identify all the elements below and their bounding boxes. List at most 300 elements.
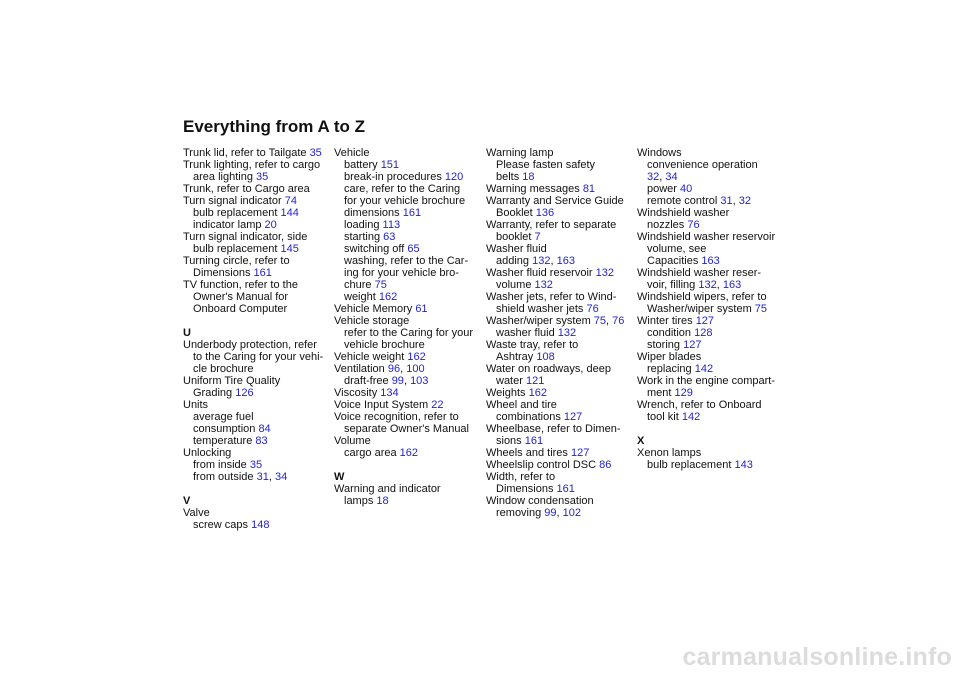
- page-link[interactable]: 75: [593, 315, 607, 327]
- index-subentry: [183, 207, 333, 219]
- index-subentry: [183, 171, 333, 183]
- index-entry: Washer/wiper system 75, 76: [486, 315, 625, 327]
- entry-text: Capacities: [647, 255, 702, 267]
- index-subentry: [183, 267, 333, 279]
- entry-text: Warranty, refer to separate: [486, 219, 617, 231]
- entry-text: Turning circle, refer to: [183, 255, 290, 267]
- index-entry: [183, 339, 333, 351]
- entry-text: Wheelbase, refer to Dimen-: [486, 423, 621, 435]
- entry-text: storing: [647, 339, 684, 351]
- page-link[interactable]: 151: [380, 159, 400, 171]
- index-subentry: [183, 351, 333, 363]
- entry-text: Windows: [637, 147, 682, 159]
- index-subentry: [486, 375, 636, 387]
- index-entry: [486, 471, 636, 483]
- letter-heading: U: [183, 327, 191, 339]
- index-subentry: [334, 219, 484, 231]
- index-subentry: [637, 327, 787, 339]
- entry-text: Dimensions: [496, 483, 557, 495]
- entry-text: for your vehicle brochure: [344, 195, 466, 207]
- index-subentry: [183, 243, 333, 255]
- index-subentry: [334, 231, 484, 243]
- index-subentry: [183, 411, 333, 423]
- page-link[interactable]: 145: [280, 243, 299, 255]
- index-entry: [334, 483, 484, 495]
- page-link[interactable]: 144: [280, 207, 299, 219]
- page-link[interactable]: 83: [255, 435, 268, 447]
- index-subentry: [334, 207, 484, 219]
- index-subentry: [486, 159, 636, 171]
- entry-text: Uniform Tire Quality: [183, 375, 281, 387]
- page-link[interactable]: 7: [534, 231, 541, 243]
- index-entry: [486, 195, 636, 207]
- index-subentry: [486, 279, 636, 291]
- entry-text: area lighting: [193, 171, 256, 183]
- index-subentry: [183, 219, 333, 231]
- page-link[interactable]: 162: [528, 387, 547, 399]
- page-link[interactable]: 100: [406, 363, 425, 375]
- index-entry: [334, 435, 484, 447]
- index-subentry: 32, 34: [647, 171, 678, 183]
- page-link[interactable]: 108: [536, 351, 555, 363]
- index-subentry: [637, 243, 787, 255]
- entry-text: draft-free: [344, 375, 392, 387]
- index-subentry: [486, 207, 636, 219]
- entry-text: Washer jets, refer to Wind-: [486, 291, 617, 303]
- page-link[interactable]: 75: [374, 279, 387, 291]
- entry-text: refer to the Caring for your: [344, 327, 474, 339]
- index-subentry: [183, 519, 333, 531]
- entry-text: Vehicle: [334, 147, 370, 159]
- entry-text: TV function, refer to the: [183, 279, 298, 291]
- entry-text: Trunk lid, refer to Tailgate: [183, 147, 310, 159]
- entry-text: remote control: [647, 195, 721, 207]
- entry-text: Washer/wiper system: [486, 315, 594, 327]
- index-entry: [486, 447, 636, 459]
- entry-text: replacing: [647, 363, 695, 375]
- page-link[interactable]: 31: [720, 195, 733, 207]
- page-link[interactable]: 76: [687, 219, 700, 231]
- index-entry: [334, 303, 484, 315]
- entry-text: Xenon lamps: [637, 447, 702, 459]
- index-entry: [183, 279, 333, 291]
- page-link[interactable]: 127: [683, 339, 702, 351]
- entry-text: Wheel and tire: [486, 399, 557, 411]
- index-subentry: [334, 339, 484, 351]
- index-subentry: [183, 303, 333, 315]
- entry-text: vehicle brochure: [344, 339, 425, 351]
- page-link[interactable]: 34: [274, 471, 288, 483]
- page-link[interactable]: 142: [694, 363, 714, 375]
- index-entry: [334, 351, 484, 363]
- entry-text: Booklet: [496, 207, 536, 219]
- page-link[interactable]: 161: [253, 267, 272, 279]
- index-entry: [486, 399, 636, 411]
- index-subentry: [637, 183, 787, 195]
- page-link[interactable]: 81: [582, 183, 596, 195]
- index-subentry: [334, 183, 484, 195]
- entry-text: temperature: [193, 435, 256, 447]
- index-subentry: [183, 363, 333, 375]
- index-subentry: adding 132, 163: [496, 255, 575, 267]
- index-entry: [183, 375, 333, 387]
- index-subentry: [637, 339, 787, 351]
- index-entry: [637, 375, 787, 387]
- entry-text: water: [496, 375, 526, 387]
- entry-text: voir, filling: [647, 279, 699, 291]
- index-entry: [183, 183, 333, 195]
- index-entry: [183, 255, 333, 267]
- page-link[interactable]: 132: [698, 279, 717, 291]
- index-subentry: [637, 363, 787, 375]
- entry-text: Grading: [193, 387, 236, 399]
- entry-text: convenience operation: [647, 159, 758, 171]
- index-entry: [486, 387, 636, 399]
- page-link[interactable]: 76: [586, 303, 599, 315]
- index-subentry: [637, 159, 787, 171]
- entry-text: Voice Input System: [334, 399, 432, 411]
- page-link[interactable]: 132: [532, 255, 551, 267]
- entry-text: indicator lamp: [193, 219, 265, 231]
- index-subentry: [486, 411, 636, 423]
- index-subentry: [637, 411, 787, 423]
- entry-text: Turn signal indicator: [183, 195, 285, 207]
- page-link[interactable]: 162: [378, 291, 398, 303]
- entry-text: Vehicle weight: [334, 351, 408, 363]
- entry-text: Wheelslip control DSC: [486, 459, 600, 471]
- entry-text: average fuel: [193, 411, 254, 423]
- entry-text: Weights: [486, 387, 529, 399]
- page-link[interactable]: 163: [701, 255, 720, 267]
- entry-text: battery: [344, 159, 381, 171]
- index-subentry: [334, 267, 484, 279]
- entry-text: Work in the engine compart-: [637, 375, 775, 387]
- index-subentry: [486, 171, 636, 183]
- index-column-1: [183, 147, 333, 531]
- index-entry: [637, 291, 787, 303]
- page-link[interactable]: 18: [376, 495, 389, 507]
- page-link[interactable]: 35: [256, 171, 269, 183]
- entry-text: Underbody protection, refer: [183, 339, 317, 351]
- entry-text: combinations: [496, 411, 564, 423]
- index-subentry: [334, 171, 484, 183]
- index-subentry: [637, 303, 787, 315]
- page-link[interactable]: 162: [407, 351, 426, 363]
- entry-text: ing for your vehicle bro-: [344, 267, 459, 279]
- page-link[interactable]: 134: [380, 387, 399, 399]
- entry-text: Trunk, refer to Cargo area: [183, 183, 310, 195]
- entry-text: Wiper blades: [637, 351, 702, 363]
- entry-text: Turn signal indicator, side: [183, 231, 308, 243]
- index-subentry: [486, 327, 636, 339]
- index-entry: [183, 147, 333, 159]
- page-link[interactable]: 63: [383, 231, 396, 243]
- index-entry: [637, 147, 787, 159]
- index-subentry: [637, 255, 787, 267]
- entry-text: switching off: [344, 243, 408, 255]
- index-entry: [334, 399, 484, 411]
- entry-text: Waste tray, refer to: [486, 339, 579, 351]
- entry-text: lamps: [344, 495, 377, 507]
- entry-text: Ashtray: [496, 351, 537, 363]
- index-entry: [486, 243, 636, 255]
- entry-text: Onboard Computer: [193, 303, 288, 315]
- entry-text: washing, refer to the Car-: [344, 255, 469, 267]
- index-entry: [637, 399, 787, 411]
- entry-text: consumption: [193, 423, 259, 435]
- index-column-4: [637, 147, 787, 471]
- page-link[interactable]: 127: [695, 315, 715, 327]
- entry-text: Unlocking: [183, 447, 232, 459]
- entry-text: Volume: [334, 435, 371, 447]
- entry-text: screw caps: [193, 519, 252, 531]
- index-subentry: [486, 483, 636, 495]
- entry-text: weight: [344, 291, 379, 303]
- index-entry: [637, 267, 787, 279]
- index-subentry: [334, 195, 484, 207]
- entry-text: Trunk lighting, refer to cargo: [183, 159, 321, 171]
- index-subentry: [334, 279, 484, 291]
- index-entry: [183, 231, 333, 243]
- index-subentry: [334, 447, 484, 459]
- entry-text: dimensions: [344, 207, 403, 219]
- entry-text: Washer fluid: [486, 243, 547, 255]
- entry-text: Windshield washer: [637, 207, 730, 219]
- page-link[interactable]: 132: [534, 279, 553, 291]
- entry-text: Warning lamp: [486, 147, 554, 159]
- page-link[interactable]: 161: [402, 207, 422, 219]
- entry-text: Owner's Manual for: [193, 291, 289, 303]
- entry-text: volume: [496, 279, 535, 291]
- index-subentry: [637, 219, 787, 231]
- page-link[interactable]: 18: [522, 171, 535, 183]
- entry-text: Warning messages: [486, 183, 583, 195]
- entry-text: washer fluid: [496, 327, 558, 339]
- index-entry: [334, 147, 484, 159]
- page-link[interactable]: 132: [595, 267, 614, 279]
- page-link[interactable]: 34: [665, 171, 678, 183]
- entry-text: care, refer to the Caring: [344, 183, 461, 195]
- page-link[interactable]: 74: [284, 195, 297, 207]
- page-link[interactable]: 148: [251, 519, 270, 531]
- entry-text: nozzles: [647, 219, 688, 231]
- page-link[interactable]: 61: [415, 303, 428, 315]
- index-entry: [637, 315, 787, 327]
- entry-text: loading: [344, 219, 383, 231]
- entry-text: Winter tires: [637, 315, 696, 327]
- entry-text: Windshield wipers, refer to: [637, 291, 767, 303]
- index-subentry: voir, filling 132, 163: [647, 279, 742, 291]
- entry-text: bulb replacement: [193, 207, 281, 219]
- letter-heading: X: [637, 435, 645, 447]
- page-link[interactable]: 32: [647, 171, 660, 183]
- index-subentry: [637, 387, 787, 399]
- entry-text: Wheels and tires: [486, 447, 571, 459]
- page-link[interactable]: 142: [681, 411, 701, 423]
- entry-text: Vehicle Memory: [334, 303, 416, 315]
- index-subentry: [183, 459, 333, 471]
- entry-text: belts: [496, 171, 523, 183]
- site-watermark[interactable]: carmanualsonline.info: [682, 643, 952, 671]
- entry-text: Width, refer to: [486, 471, 556, 483]
- index-subentry: removing 99, 102: [496, 507, 582, 519]
- page-link[interactable]: 32: [738, 195, 751, 207]
- entry-text: ment: [647, 387, 675, 399]
- entry-text: to the Caring for your vehi-: [193, 351, 324, 363]
- entry-text: Warning and indicator: [334, 483, 441, 495]
- page-link[interactable]: 35: [309, 147, 322, 159]
- entry-text: cargo area: [344, 447, 400, 459]
- index-entry: [334, 387, 484, 399]
- page-title: Everything from A to Z: [183, 117, 365, 136]
- entry-text: separate Owner's Manual: [344, 423, 469, 435]
- index-subentry: [183, 387, 333, 399]
- entry-text: Dimensions: [193, 267, 254, 279]
- index-entry: [637, 231, 787, 243]
- entry-text: Washer fluid reservoir: [486, 267, 596, 279]
- index-entry: [486, 495, 636, 507]
- index-subentry: [486, 351, 636, 363]
- page-link[interactable]: 76: [612, 315, 625, 327]
- entry-text: starting: [344, 231, 384, 243]
- index-subentry: [334, 327, 484, 339]
- page-link[interactable]: 65: [407, 243, 420, 255]
- page-link[interactable]: 120: [444, 171, 464, 183]
- entry-text: Viscosity: [334, 387, 381, 399]
- entry-text: tool kit: [647, 411, 682, 423]
- entry-text: cle brochure: [193, 363, 254, 375]
- index-column-2: [334, 147, 484, 507]
- entry-text: break-in procedures: [344, 171, 445, 183]
- index-entry: [486, 291, 636, 303]
- index-entry: [637, 207, 787, 219]
- page-link[interactable]: 128: [694, 327, 713, 339]
- entry-text: Ventilation: [334, 363, 388, 375]
- page-link[interactable]: 99: [544, 507, 557, 519]
- page-link[interactable]: 129: [674, 387, 693, 399]
- index-entry: [486, 363, 636, 375]
- index-subentry: [183, 435, 333, 447]
- index-subentry: [486, 231, 636, 243]
- index-entry: [183, 507, 333, 519]
- page-link[interactable]: 35: [249, 459, 263, 471]
- page-link[interactable]: 163: [722, 279, 742, 291]
- page-link[interactable]: 84: [258, 423, 271, 435]
- index-entry: [486, 423, 636, 435]
- letter-heading: W: [334, 471, 345, 483]
- page-link[interactable]: 161: [524, 435, 544, 447]
- page-link[interactable]: 163: [556, 255, 575, 267]
- index-column-3: [486, 147, 636, 519]
- index-entry: [486, 147, 636, 159]
- entry-text: Please fasten safety: [496, 159, 596, 171]
- entry-text: Valve: [183, 507, 210, 519]
- entry-text: Windshield washer reservoir: [637, 231, 776, 243]
- index-entry: [486, 183, 636, 195]
- index-entry: [183, 447, 333, 459]
- entry-text: volume, see: [647, 243, 707, 255]
- index-entry: [183, 195, 333, 207]
- page-link[interactable]: 102: [562, 507, 582, 519]
- page-link[interactable]: 127: [563, 411, 583, 423]
- index-entry: [183, 159, 333, 171]
- entry-text: adding: [496, 255, 533, 267]
- entry-text: removing: [496, 507, 545, 519]
- page-link[interactable]: 40: [680, 183, 693, 195]
- index-entry: [486, 267, 636, 279]
- entry-text: Window condensation: [486, 495, 594, 507]
- page-link[interactable]: 113: [382, 219, 401, 231]
- page-link[interactable]: 127: [570, 447, 590, 459]
- page-link[interactable]: 162: [399, 447, 419, 459]
- index-subentry: [183, 291, 333, 303]
- entry-text: Vehicle storage: [334, 315, 410, 327]
- index-subentry: [334, 423, 484, 435]
- index-entry: [486, 219, 636, 231]
- index-entry: [334, 315, 484, 327]
- entry-text: power: [647, 183, 681, 195]
- index-subentry: [183, 423, 333, 435]
- index-subentry: [486, 303, 636, 315]
- page-link[interactable]: 96: [387, 363, 401, 375]
- page-link[interactable]: 99: [391, 375, 404, 387]
- page-link[interactable]: 132: [557, 327, 577, 339]
- page-link[interactable]: 31: [256, 471, 269, 483]
- entry-text: bulb replacement: [647, 459, 735, 471]
- index-entry: [183, 399, 333, 411]
- page-link[interactable]: 161: [556, 483, 575, 495]
- index-entry: [486, 339, 636, 351]
- index-subentry: remote control 31, 32: [647, 195, 751, 207]
- index-entry: [334, 411, 484, 423]
- entry-text: Washer/wiper system: [647, 303, 755, 315]
- entry-text: Water on roadways, deep: [486, 363, 611, 375]
- page-link[interactable]: 75: [754, 303, 768, 315]
- entry-text: from inside: [193, 459, 250, 471]
- letter-heading: V: [183, 495, 191, 507]
- index-subentry: draft-free 99, 103: [344, 375, 429, 387]
- index-subentry: [334, 243, 484, 255]
- entry-text: from outside: [193, 471, 257, 483]
- index-entry: [637, 447, 787, 459]
- entry-text: Windshield washer reser-: [637, 267, 762, 279]
- page-link[interactable]: 20: [264, 219, 277, 231]
- entry-text: shield washer jets: [496, 303, 587, 315]
- entry-text: condition: [647, 327, 695, 339]
- page-link[interactable]: 86: [599, 459, 612, 471]
- entry-text: chure: [344, 279, 375, 291]
- page-link[interactable]: 22: [431, 399, 444, 411]
- index-subentry: [334, 495, 484, 507]
- entry-text: Wrench, refer to Onboard: [637, 399, 762, 411]
- page-link[interactable]: 121: [525, 375, 545, 387]
- index-subentry: [334, 159, 484, 171]
- page-link[interactable]: 143: [734, 459, 753, 471]
- page-link[interactable]: 126: [235, 387, 254, 399]
- entry-text: bulb replacement: [193, 243, 281, 255]
- entry-text: Units: [183, 399, 209, 411]
- index-subentry: from outside 31, 34: [193, 471, 288, 483]
- index-subentry: [334, 291, 484, 303]
- index-subentry: [334, 255, 484, 267]
- index-subentry: [486, 435, 636, 447]
- index-entry: [637, 351, 787, 363]
- page-link[interactable]: 136: [535, 207, 555, 219]
- entry-text: Voice recognition, refer to: [334, 411, 459, 423]
- entry-text: sions: [496, 435, 525, 447]
- page-link[interactable]: 103: [410, 375, 429, 387]
- entry-text: booklet: [496, 231, 535, 243]
